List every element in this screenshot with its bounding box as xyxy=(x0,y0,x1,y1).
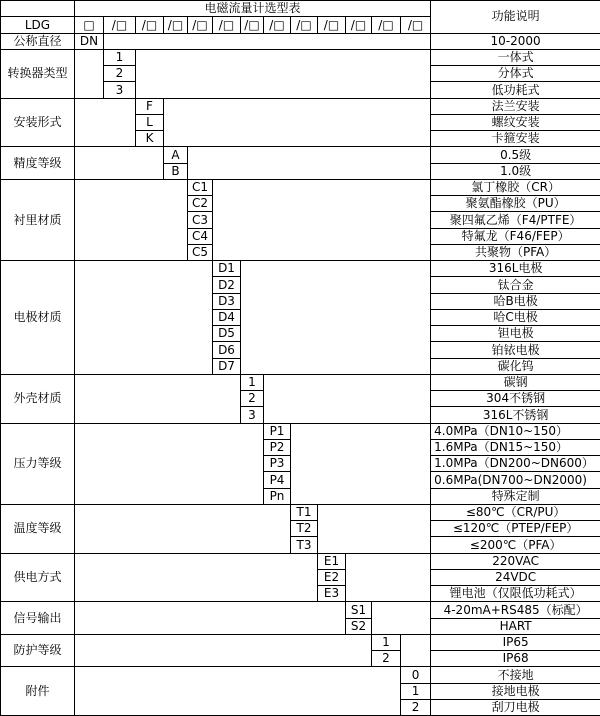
option-desc-cell: 钽电极 xyxy=(431,326,600,342)
option-code-cell: P4 xyxy=(264,472,291,488)
spacer-cell xyxy=(75,504,291,553)
spacer-cell xyxy=(75,423,264,504)
option-code-cell: L xyxy=(136,114,164,130)
option-desc-cell: 24VDC xyxy=(431,569,600,585)
option-desc-cell: 刮刀电极 xyxy=(431,699,600,715)
model-slot-cell: /□ xyxy=(372,17,401,33)
option-desc-cell: 哈B电极 xyxy=(431,293,600,309)
option-desc-cell: 1.6MPa（DN15~150） xyxy=(431,439,600,455)
option-code-cell: 1 xyxy=(372,634,401,650)
option-desc-cell: 0.5级 xyxy=(431,147,600,163)
option-code-cell: 3 xyxy=(241,407,264,423)
model-slot-cell: /□ xyxy=(136,17,164,33)
option-code-cell: 1 xyxy=(401,683,431,699)
category-label-cell: 转换器类型 xyxy=(1,49,75,98)
model-slot-cell: /□ xyxy=(188,17,213,33)
spacer-cell xyxy=(346,553,431,602)
model-box-cell: □ xyxy=(75,17,104,33)
option-code-cell: E1 xyxy=(318,553,346,569)
category-label-cell: 温度等级 xyxy=(1,504,75,553)
model-slot-cell: /□ xyxy=(346,17,372,33)
option-code-cell: D1 xyxy=(213,261,241,277)
option-desc-cell: 氯丁橡胶（CR） xyxy=(431,179,600,195)
option-desc-cell: HART xyxy=(431,618,600,634)
option-code-cell: C2 xyxy=(188,196,213,212)
option-code-cell: T1 xyxy=(291,504,318,520)
model-slot-cell: /□ xyxy=(291,17,318,33)
option-desc-cell: IP65 xyxy=(431,634,600,650)
option-code-cell: 2 xyxy=(241,391,264,407)
option-desc-cell: ≤120℃（PTEP/FEP） xyxy=(431,521,600,537)
corner-cell xyxy=(1,1,75,17)
option-desc-cell: 特殊定制 xyxy=(431,488,600,504)
option-desc-cell: 4.0MPa（DN10~150） xyxy=(431,423,600,439)
option-desc-cell: 1.0MPa（DN200~DN600） xyxy=(431,456,600,472)
option-code-cell: 3 xyxy=(104,82,136,98)
option-code-cell: Pn xyxy=(264,488,291,504)
category-label-cell: 外壳材质 xyxy=(1,374,75,423)
option-code-cell: K xyxy=(136,131,164,147)
option-code-cell: 1 xyxy=(241,374,264,390)
option-code-cell: D7 xyxy=(213,358,241,374)
category-label-cell: 衬里材质 xyxy=(1,179,75,260)
model-slot-cell: /□ xyxy=(264,17,291,33)
option-desc-cell: 共聚物（PFA） xyxy=(431,244,600,260)
option-desc-cell: 低功耗式 xyxy=(431,82,600,98)
function-column-header: 功能说明 xyxy=(431,1,600,34)
spacer-cell xyxy=(75,261,213,375)
option-code-cell: P3 xyxy=(264,456,291,472)
option-desc-cell: 碳钢 xyxy=(431,374,600,390)
option-desc-cell: ≤80℃（CR/PU） xyxy=(431,504,600,520)
spacer-cell xyxy=(75,602,346,635)
spacer-cell xyxy=(75,147,164,180)
option-desc-cell: 一体式 xyxy=(431,49,600,65)
option-code-cell: T2 xyxy=(291,521,318,537)
option-desc-cell: IP68 xyxy=(431,651,600,667)
option-code-cell: P1 xyxy=(264,423,291,439)
model-slot-cell: /□ xyxy=(401,17,431,33)
option-desc-cell: 聚氨酯橡胶（PU） xyxy=(431,196,600,212)
option-code-cell: 2 xyxy=(401,699,431,715)
spacer-cell xyxy=(75,634,372,667)
option-desc-cell: 法兰安装 xyxy=(431,98,600,114)
category-label-cell: 防护等级 xyxy=(1,634,75,667)
option-code-cell: A xyxy=(164,147,188,163)
model-slot-cell: /□ xyxy=(241,17,264,33)
spacer-cell xyxy=(401,634,431,667)
option-desc-cell: ≤200℃（PFA） xyxy=(431,537,600,553)
option-desc-cell: 接地电极 xyxy=(431,683,600,699)
option-code-cell: D6 xyxy=(213,342,241,358)
spacer-cell xyxy=(241,261,431,375)
option-code-cell: 0 xyxy=(401,667,431,683)
spacer-cell xyxy=(318,504,431,553)
option-code-cell: C1 xyxy=(188,179,213,195)
option-desc-cell: 聚四氟乙烯（F4/PTFE） xyxy=(431,212,600,228)
option-desc-cell: 螺纹安装 xyxy=(431,114,600,130)
category-label-cell: 精度等级 xyxy=(1,147,75,180)
spacer-cell xyxy=(75,179,188,260)
model-slot-cell: /□ xyxy=(104,17,136,33)
category-label-cell: 公称直径 xyxy=(1,33,75,49)
option-desc-cell: 特氟龙（F46/FEP） xyxy=(431,228,600,244)
spacer-cell xyxy=(188,147,431,180)
option-desc-cell: 10-2000 xyxy=(431,33,600,49)
category-label-cell: 压力等级 xyxy=(1,423,75,504)
option-code-cell: B xyxy=(164,163,188,179)
option-desc-cell: 1.0级 xyxy=(431,163,600,179)
option-code-cell: C5 xyxy=(188,244,213,260)
option-code-cell: D5 xyxy=(213,326,241,342)
model-slot-cell: /□ xyxy=(164,17,188,33)
spacer-cell xyxy=(291,423,431,504)
option-code-cell: 2 xyxy=(372,651,401,667)
option-code-cell: T3 xyxy=(291,537,318,553)
spacer-cell xyxy=(136,49,431,98)
spacer-cell xyxy=(164,98,431,147)
category-label-cell: 电极材质 xyxy=(1,261,75,375)
spacer-cell xyxy=(264,374,431,423)
option-code-cell: P2 xyxy=(264,439,291,455)
spacer-cell xyxy=(213,179,431,260)
option-desc-cell: 锂电池（仅限低功耗式） xyxy=(431,586,600,602)
category-label-cell: 信号输出 xyxy=(1,602,75,635)
option-code-cell: DN xyxy=(75,33,104,49)
option-desc-cell: 钛合金 xyxy=(431,277,600,293)
spacer-cell xyxy=(75,553,318,602)
category-label-cell: 安装形式 xyxy=(1,98,75,147)
option-code-cell: D4 xyxy=(213,309,241,325)
spacer-cell xyxy=(75,374,241,423)
option-code-cell: C4 xyxy=(188,228,213,244)
option-desc-cell: 0.6MPa(DN700~DN2000) xyxy=(431,472,600,488)
option-code-cell: E3 xyxy=(318,586,346,602)
option-desc-cell: 316L不锈钢 xyxy=(431,407,600,423)
option-desc-cell: 4-20mA+RS485（标配） xyxy=(431,602,600,618)
option-code-cell: E2 xyxy=(318,569,346,585)
option-desc-cell: 220VAC xyxy=(431,553,600,569)
spacer-cell xyxy=(104,33,431,49)
option-code-cell: D3 xyxy=(213,293,241,309)
option-code-cell: D2 xyxy=(213,277,241,293)
spacer-cell xyxy=(372,602,431,635)
spacer-cell xyxy=(75,667,401,716)
option-code-cell: C3 xyxy=(188,212,213,228)
option-desc-cell: 卡箍安装 xyxy=(431,131,600,147)
option-desc-cell: 不接地 xyxy=(431,667,600,683)
option-code-cell: S2 xyxy=(346,618,372,634)
model-slot-cell: /□ xyxy=(213,17,241,33)
model-prefix-cell: LDG xyxy=(1,17,75,33)
option-code-cell: 1 xyxy=(104,49,136,65)
option-code-cell: 2 xyxy=(104,66,136,82)
option-desc-cell: 分体式 xyxy=(431,66,600,82)
category-label-cell: 附件 xyxy=(1,667,75,716)
spacer-cell xyxy=(75,49,104,98)
option-desc-cell: 铂铱电极 xyxy=(431,342,600,358)
model-slot-cell: /□ xyxy=(318,17,346,33)
option-desc-cell: 哈C电极 xyxy=(431,309,600,325)
category-label-cell: 供电方式 xyxy=(1,553,75,602)
spacer-cell xyxy=(75,98,136,147)
option-code-cell: F xyxy=(136,98,164,114)
option-code-cell: S1 xyxy=(346,602,372,618)
option-desc-cell: 碳化钨 xyxy=(431,358,600,374)
option-desc-cell: 304不锈钢 xyxy=(431,391,600,407)
option-desc-cell: 316L电极 xyxy=(431,261,600,277)
table-title: 电磁流量计选型表 xyxy=(75,1,431,17)
